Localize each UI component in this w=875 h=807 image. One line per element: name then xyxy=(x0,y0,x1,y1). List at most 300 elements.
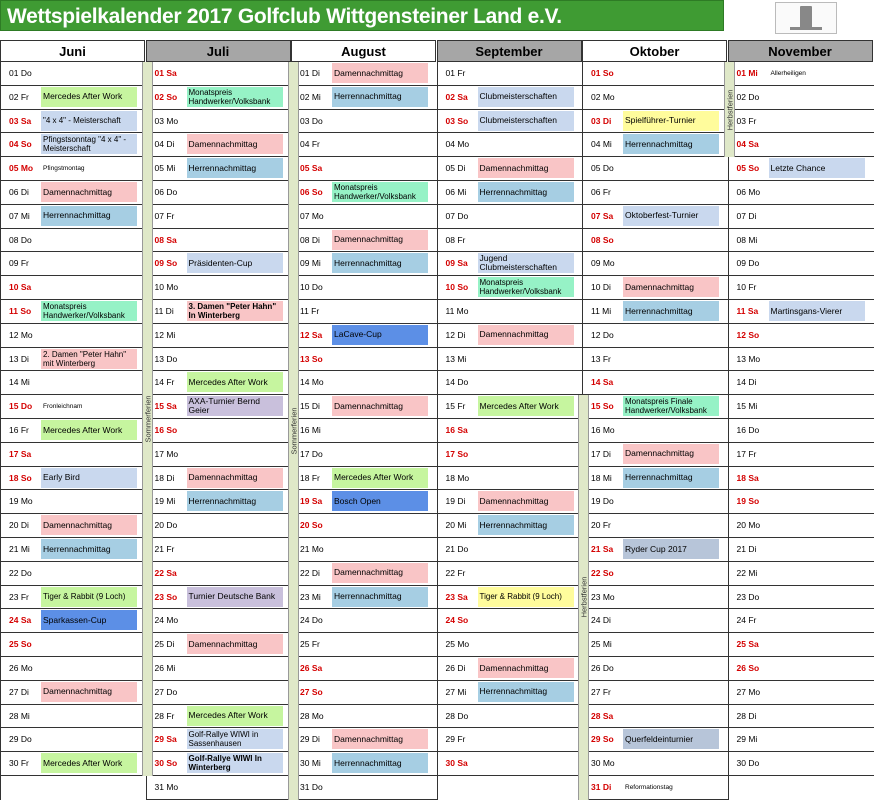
day-row xyxy=(292,609,437,633)
day-row xyxy=(729,514,874,538)
day-label: 28 Sa xyxy=(591,710,614,721)
event-entry[interactable]: Herrennachmittag xyxy=(623,468,719,488)
event-entry[interactable]: Jugend Clubmeisterschaften xyxy=(478,253,574,273)
day-label: 16 Sa xyxy=(445,425,468,435)
day-label: 01 Mi xyxy=(736,68,758,78)
day-row xyxy=(438,514,583,538)
day-label: 26 Di xyxy=(445,663,466,673)
day-label: 16 Fr xyxy=(9,425,29,435)
month-header: August xyxy=(291,40,436,62)
day-row xyxy=(147,324,292,348)
day-label: 10 So xyxy=(445,282,469,293)
day-label: 12 Sa xyxy=(300,329,323,340)
day-label: 22 Fr xyxy=(445,567,466,578)
event-entry[interactable]: Golf-Rallye WIWI in Sassenhausen xyxy=(187,729,283,749)
day-row xyxy=(147,657,292,681)
day-label: 27 Di xyxy=(9,686,29,697)
day-label: 15 Sa xyxy=(154,401,177,412)
event-entry[interactable]: Damennachmittag xyxy=(41,682,137,702)
day-label: 01 Sa xyxy=(154,68,177,78)
vacation-bar xyxy=(724,62,735,157)
event-entry[interactable]: Herrennachmittag xyxy=(187,491,283,511)
event-entry[interactable]: Präsidenten-Cup xyxy=(187,253,283,273)
event-entry[interactable]: Monatspreis Handwerker/Volksbank xyxy=(41,301,137,321)
day-row xyxy=(438,490,583,514)
event-entry[interactable]: Mercedes After Work xyxy=(187,372,283,392)
day-label: 30 Fr xyxy=(9,758,29,769)
day-label: 20 So xyxy=(300,520,323,531)
day-row xyxy=(292,181,437,205)
day-row xyxy=(729,86,874,110)
event-entry[interactable]: Letzte Chance xyxy=(769,158,865,178)
event-entry[interactable]: Monatspreis Handwerker/Volksbank xyxy=(478,277,574,297)
day-label: 02 Do xyxy=(736,91,760,102)
event-entry[interactable]: Damennachmittag xyxy=(187,134,283,154)
day-row xyxy=(729,705,874,729)
event-entry[interactable]: Turnier Deutsche Bank xyxy=(187,587,283,607)
day-row xyxy=(729,657,874,681)
day-label: 21 Mi xyxy=(9,544,30,554)
event-entry[interactable]: Monatspreis Finale Handwerker/Volksbank xyxy=(623,396,719,416)
day-row xyxy=(438,229,583,253)
day-row xyxy=(147,705,292,729)
day-label: 16 Mo xyxy=(591,425,615,435)
event-entry[interactable]: Monatspreis Handwerker/Volksbank xyxy=(332,182,428,202)
day-label: 21 Fr xyxy=(154,544,175,554)
day-row xyxy=(292,395,437,419)
event-entry[interactable]: Monatspreis Handwerker/Volksbank xyxy=(187,87,283,107)
day-row xyxy=(438,728,583,752)
event-entry[interactable]: Mercedes After Work xyxy=(41,87,137,107)
day-row xyxy=(147,514,292,538)
day-label: 08 Sa xyxy=(154,234,177,245)
vacation-label: Herbstferien xyxy=(725,89,734,131)
day-label: 06 Do xyxy=(154,187,178,197)
event-entry[interactable]: Herrennachmittag xyxy=(478,515,574,535)
event-entry[interactable]: Damennachmittag xyxy=(478,158,574,178)
day-label: 16 Do xyxy=(736,425,760,435)
event-entry[interactable]: Damennachmittag xyxy=(478,658,574,678)
event-entry[interactable]: Damennachmittag xyxy=(187,468,283,488)
event-entry[interactable]: Mercedes After Work xyxy=(41,420,137,440)
day-label: 22 Di xyxy=(300,567,320,578)
day-row xyxy=(438,609,583,633)
day-row xyxy=(292,86,437,110)
day-label: 20 Fr xyxy=(591,520,611,531)
day-row xyxy=(729,181,874,205)
day-label: 07 Do xyxy=(445,210,469,221)
day-label: 18 Di xyxy=(154,472,175,483)
event-entry[interactable]: Allerheiligen xyxy=(770,69,806,77)
day-label: 02 Mo xyxy=(591,91,615,102)
day-label: 16 So xyxy=(154,425,178,435)
day-label: 21 Mo xyxy=(300,544,324,554)
day-label: 09 Do xyxy=(736,258,760,269)
day-row xyxy=(729,609,874,633)
event-entry[interactable]: Damennachmittag xyxy=(187,634,283,654)
logo-emblem-icon xyxy=(800,6,812,28)
day-label: 11 Mo xyxy=(445,306,469,316)
event-entry[interactable]: Martinsgans-Vierer xyxy=(769,301,865,321)
day-row xyxy=(292,62,437,86)
day-row xyxy=(438,419,583,443)
day-label: 08 Fr xyxy=(445,234,466,245)
event-entry[interactable]: Damennachmittag xyxy=(623,444,719,464)
day-label: 15 So xyxy=(591,401,614,412)
day-row xyxy=(583,490,728,514)
event-entry[interactable]: Damennachmittag xyxy=(332,563,428,583)
day-row xyxy=(147,419,292,443)
day-row xyxy=(1,157,146,181)
day-row xyxy=(1,133,146,157)
event-entry[interactable]: Early Bird xyxy=(41,468,137,488)
day-row xyxy=(583,395,728,419)
event-entry[interactable]: Herrennachmittag xyxy=(623,134,719,154)
day-row xyxy=(1,205,146,229)
day-label: 03 Do xyxy=(300,115,323,126)
day-label: 06 Mi xyxy=(445,187,467,197)
day-label: 13 So xyxy=(300,353,323,364)
day-label: 11 Sa xyxy=(736,306,759,316)
day-label: 21 Do xyxy=(445,544,469,554)
day-row xyxy=(583,514,728,538)
day-label: 30 Do xyxy=(736,758,760,769)
day-row xyxy=(292,276,437,300)
day-label: 28 Mo xyxy=(300,710,324,721)
month-days xyxy=(437,62,582,800)
event-entry[interactable]: Spielführer-Turnier xyxy=(623,111,719,131)
day-row xyxy=(729,443,874,467)
day-row xyxy=(583,443,728,467)
day-label: 16 Mi xyxy=(300,425,321,435)
day-label: 03 Di xyxy=(591,115,612,126)
day-label: 03 Sa xyxy=(9,115,32,126)
day-label: 04 Di xyxy=(154,139,175,150)
day-label: 11 Di xyxy=(154,306,174,316)
day-label: 26 Sa xyxy=(300,663,323,673)
day-label: 19 Di xyxy=(445,496,466,507)
day-row xyxy=(292,324,437,348)
day-row xyxy=(147,276,292,300)
event-entry[interactable]: Reformationstag xyxy=(625,783,673,791)
day-label: 30 So xyxy=(154,758,178,769)
vacation-label: Sommerferien xyxy=(143,395,152,443)
day-row xyxy=(438,586,583,610)
day-row xyxy=(729,110,874,134)
day-label: 14 Do xyxy=(445,377,469,388)
day-row xyxy=(729,252,874,276)
day-row xyxy=(147,681,292,705)
day-row xyxy=(1,490,146,514)
event-entry[interactable]: Damennachmittag xyxy=(41,182,137,202)
day-label: 13 Mi xyxy=(445,353,467,364)
event-entry[interactable]: AXA-Turnier Bernd Geier xyxy=(187,396,283,416)
day-row xyxy=(438,205,583,229)
event-entry[interactable]: Bosch Open xyxy=(332,491,428,511)
day-row xyxy=(438,133,583,157)
day-row xyxy=(438,681,583,705)
event-entry[interactable]: "4 x 4" - Meisterschaft xyxy=(41,111,137,131)
day-row xyxy=(729,300,874,324)
day-label: 22 Mi xyxy=(736,567,758,578)
day-row xyxy=(1,681,146,705)
day-row xyxy=(147,467,292,491)
event-entry[interactable]: Golf-Rallye WIWI In Winterberg xyxy=(187,753,283,773)
day-row xyxy=(438,252,583,276)
day-label: 07 Mi xyxy=(9,210,30,221)
day-label: 03 Mo xyxy=(154,115,179,126)
vacation-bar xyxy=(578,395,589,800)
day-row xyxy=(583,467,728,491)
day-label: 28 Mi xyxy=(9,710,30,721)
event-entry[interactable]: Fronleichnam xyxy=(43,402,83,410)
event-entry[interactable]: Herrennachmittag xyxy=(623,301,719,321)
event-entry[interactable]: Damennachmittag xyxy=(478,325,574,345)
day-label: 27 Mo xyxy=(736,686,761,697)
event-entry[interactable]: Herrennachmittag xyxy=(332,753,428,773)
day-label: 14 Fr xyxy=(154,377,175,388)
month-days xyxy=(146,62,291,800)
event-entry[interactable]: LaCave-Cup xyxy=(332,325,428,345)
event-entry[interactable]: Damennachmittag xyxy=(332,729,428,749)
vacation-bar xyxy=(288,62,299,800)
event-entry[interactable]: Herrennachmittag xyxy=(332,253,428,273)
event-entry[interactable]: Tiger & Rabbit (9 Loch) xyxy=(41,587,137,607)
day-row xyxy=(147,252,292,276)
event-entry[interactable]: Damennachmittag xyxy=(623,277,719,297)
event-entry[interactable]: Herrennachmittag xyxy=(41,539,137,559)
day-row xyxy=(292,514,437,538)
day-label: 05 Mi xyxy=(154,163,176,174)
event-entry[interactable]: Damennachmittag xyxy=(332,396,428,416)
day-label: 28 Fr xyxy=(154,710,175,721)
event-entry[interactable]: 2. Damen "Peter Hahn" mit Winterberg xyxy=(41,349,137,369)
day-label: 20 Di xyxy=(9,520,29,531)
vacation-bar xyxy=(142,62,153,776)
club-logo xyxy=(775,2,837,34)
day-label: 12 Do xyxy=(591,329,614,340)
month-days xyxy=(728,62,873,800)
day-label: 06 Di xyxy=(9,187,29,197)
day-row xyxy=(438,110,583,134)
day-row xyxy=(1,395,146,419)
event-entry[interactable]: Herrennachmittag xyxy=(332,587,428,607)
day-label: 10 Di xyxy=(591,282,611,293)
event-entry[interactable]: Pfingstmontag xyxy=(43,164,85,172)
day-label: 21 Di xyxy=(736,544,757,554)
day-row xyxy=(147,728,292,752)
event-entry[interactable]: Damennachmittag xyxy=(332,230,428,250)
day-label: 23 Sa xyxy=(445,591,468,602)
event-entry[interactable]: Herrennachmittag xyxy=(478,182,574,202)
day-row xyxy=(1,562,146,586)
day-row xyxy=(147,62,292,86)
day-label: 09 Sa xyxy=(445,258,468,269)
day-row xyxy=(147,86,292,110)
month-header: Oktober xyxy=(582,40,727,62)
day-row xyxy=(438,538,583,562)
day-row xyxy=(292,586,437,610)
day-label: 25 Mo xyxy=(445,639,470,650)
event-entry[interactable]: Sparkassen-Cup xyxy=(41,610,137,630)
day-row xyxy=(438,657,583,681)
month-header: Juli xyxy=(146,40,291,62)
day-row xyxy=(147,229,292,253)
event-entry[interactable]: Herrennachmittag xyxy=(478,682,574,702)
day-label: 18 So xyxy=(9,472,32,483)
day-label: 28 Do xyxy=(445,710,469,721)
day-row xyxy=(147,752,292,776)
day-row xyxy=(438,443,583,467)
vacation-label: Herbstferien xyxy=(579,577,588,618)
day-label: 07 Sa xyxy=(591,210,614,221)
event-entry[interactable]: Querfeldeinturnier xyxy=(623,729,719,749)
event-entry[interactable]: Herrennachmittag xyxy=(41,206,137,226)
day-row xyxy=(729,490,874,514)
month-header: Juni xyxy=(0,40,145,62)
day-row xyxy=(292,348,437,372)
day-label: 14 Mo xyxy=(300,377,324,388)
day-row xyxy=(729,728,874,752)
day-label: 05 Di xyxy=(445,163,466,174)
event-entry[interactable]: Damennachmittag xyxy=(332,63,428,83)
month-header: September xyxy=(437,40,582,62)
day-label: 22 Sa xyxy=(154,567,177,578)
day-row xyxy=(583,705,728,729)
day-label: 24 Mo xyxy=(154,615,179,626)
event-entry[interactable]: Clubmeisterschaften xyxy=(478,87,574,107)
month-header: November xyxy=(728,40,873,62)
day-row xyxy=(583,371,728,395)
day-row xyxy=(438,157,583,181)
day-label: 24 Di xyxy=(591,615,611,626)
event-entry[interactable]: Ryder Cup 2017 xyxy=(623,539,719,559)
event-entry[interactable]: Tiger & Rabbit (9 Loch) xyxy=(478,587,574,607)
day-label: 31 Mo xyxy=(154,782,179,792)
day-label: 31 Di xyxy=(591,782,612,792)
event-entry[interactable]: Herrennachmittag xyxy=(332,87,428,107)
day-label: 18 Sa xyxy=(736,472,759,483)
day-label: 03 Fr xyxy=(736,115,757,126)
day-row xyxy=(438,633,583,657)
day-row xyxy=(729,562,874,586)
logo-base-icon xyxy=(790,27,822,30)
day-label: 26 Mi xyxy=(154,663,176,673)
day-row xyxy=(1,538,146,562)
day-label: 04 Mo xyxy=(445,139,470,150)
day-row xyxy=(583,62,728,86)
day-row xyxy=(583,348,728,372)
day-label: 01 Do xyxy=(9,68,32,78)
day-label: 05 Sa xyxy=(300,163,323,174)
event-entry[interactable]: Mercedes After Work xyxy=(41,753,137,773)
day-row xyxy=(147,110,292,134)
day-row xyxy=(729,752,874,776)
day-row xyxy=(583,728,728,752)
day-row xyxy=(147,776,292,800)
day-label: 01 Fr xyxy=(445,68,466,78)
day-label: 09 Fr xyxy=(9,258,29,269)
day-row xyxy=(729,276,874,300)
event-entry[interactable]: Pfingstsonntag "4 x 4" - Meisterschaft xyxy=(41,134,137,154)
day-label: 27 Mi xyxy=(445,686,467,697)
day-label: 29 Di xyxy=(300,734,320,745)
day-row xyxy=(583,586,728,610)
day-row xyxy=(583,633,728,657)
day-label: 04 Sa xyxy=(736,139,759,150)
day-row xyxy=(583,86,728,110)
day-label: 21 Sa xyxy=(591,544,614,554)
event-entry[interactable]: Mercedes After Work xyxy=(478,396,574,416)
day-row xyxy=(438,62,583,86)
day-label: 09 So xyxy=(154,258,178,269)
day-row xyxy=(147,133,292,157)
day-label: 02 Sa xyxy=(445,91,468,102)
day-row xyxy=(583,157,728,181)
day-row xyxy=(292,705,437,729)
day-label: 26 So xyxy=(736,663,760,673)
day-label: 12 Mo xyxy=(9,329,33,340)
day-row xyxy=(583,657,728,681)
day-row xyxy=(147,538,292,562)
day-row xyxy=(1,348,146,372)
day-row xyxy=(292,419,437,443)
day-row xyxy=(583,681,728,705)
day-label: 02 Mi xyxy=(300,91,321,102)
event-entry[interactable]: Oktoberfest-Turnier xyxy=(623,206,719,226)
day-row xyxy=(1,609,146,633)
event-entry[interactable]: Damennachmittag xyxy=(41,515,137,535)
day-label: 08 Do xyxy=(9,234,32,245)
day-label: 19 Mo xyxy=(9,496,33,507)
day-row xyxy=(438,395,583,419)
day-row xyxy=(147,586,292,610)
day-row xyxy=(1,324,146,348)
page-title: Wettspielkalender 2017 Golfclub Wittgensteiner Land e.V. xyxy=(0,0,724,31)
day-row xyxy=(729,229,874,253)
day-label: 05 Do xyxy=(591,163,614,174)
day-label: 15 Di xyxy=(300,401,320,412)
event-entry[interactable]: Damennachmittag xyxy=(478,491,574,511)
event-entry[interactable]: Mercedes After Work xyxy=(332,468,428,488)
day-row xyxy=(147,609,292,633)
day-label: 12 Mi xyxy=(154,329,176,340)
day-label: 09 Mi xyxy=(300,258,321,269)
day-label: 02 So xyxy=(154,91,178,102)
day-row xyxy=(292,110,437,134)
day-label: 08 Di xyxy=(300,234,320,245)
event-entry[interactable]: 3. Damen "Peter Hahn" In Winterberg xyxy=(187,301,283,321)
month-days xyxy=(291,62,436,800)
day-label: 17 Fr xyxy=(736,448,757,459)
day-label: 13 Mo xyxy=(736,353,761,364)
day-row xyxy=(1,586,146,610)
event-entry[interactable]: Mercedes After Work xyxy=(187,706,283,726)
day-label: 27 Fr xyxy=(591,686,611,697)
day-row xyxy=(1,276,146,300)
day-label: 25 Sa xyxy=(736,639,759,650)
event-entry[interactable]: Herrennachmittag xyxy=(187,158,283,178)
day-label: 30 Sa xyxy=(445,758,468,769)
day-row xyxy=(147,205,292,229)
day-row xyxy=(729,205,874,229)
day-row xyxy=(583,324,728,348)
day-row xyxy=(583,276,728,300)
day-label: 01 Di xyxy=(300,68,320,78)
day-row xyxy=(147,562,292,586)
event-entry[interactable]: Clubmeisterschaften xyxy=(478,111,574,131)
day-row xyxy=(583,752,728,776)
